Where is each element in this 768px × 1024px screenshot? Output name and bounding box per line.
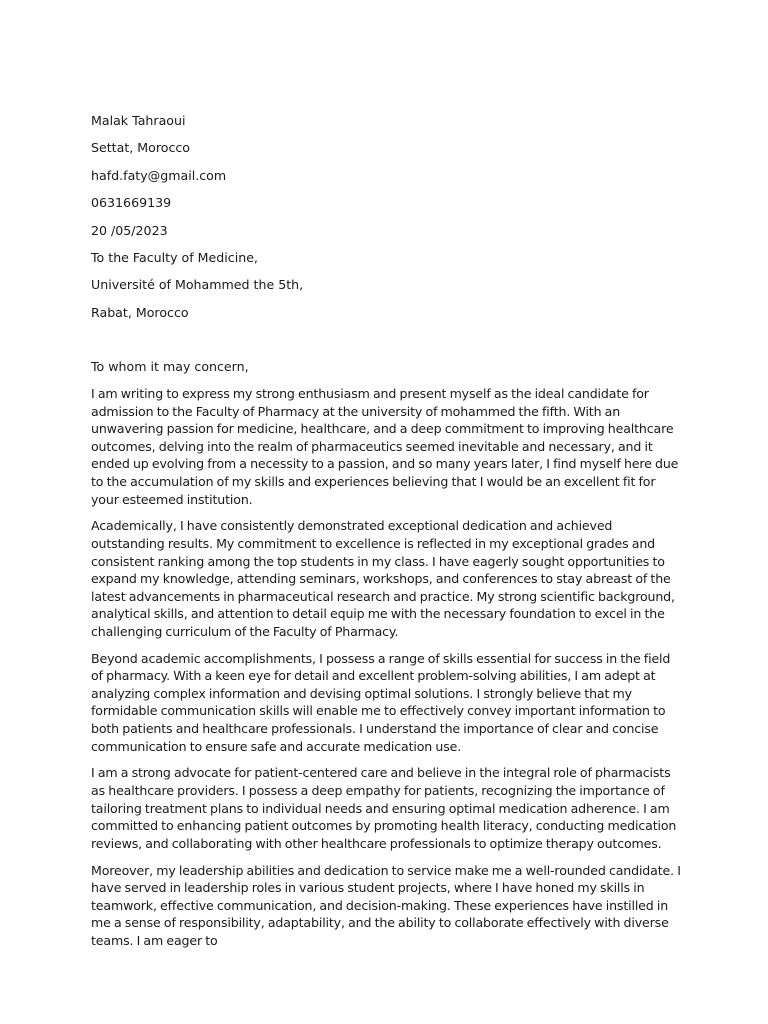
recipient-line-3: Rabat, Morocco [91, 304, 189, 320]
recipient-line-2: Université of Mohammed the 5th, [91, 277, 304, 293]
letter-date: 20 /05/2023 [91, 222, 168, 238]
paragraph-intro: I am writing to express my strong enthusiasm and present myself as the ideal candidate for admission to the Faculty of Pharmacy at the university of mohammed the fifth. With an unwavering passion for medicine, healthcare, and a deep commitment to improving healthcare outcomes, delving into the realm of pharmaceutics seemed inevitable and necessary, and it ended up evolving from a necessity to a passion, and so many years later, I find myself here due to the accumulation of my skills and experiences believing that I would be an excellent fit for your esteemed institution. [91, 386, 679, 507]
letter-body [91, 358, 681, 959]
sender-phone: 0631669139 [91, 195, 172, 211]
sender-name: Malak Tahraoui [91, 113, 186, 128]
recipient-line-1: To the Faculty of Medicine, [91, 249, 258, 265]
paragraph-leadership: Moreover, my leadership abilities and dedication to service make me a well-rounded candidate. I have served in leadership roles in various student projects, where I have honed my skills in teamwork, effective communication, and decision-making. These experiences have instilled in me a sense of responsibility, adaptability, and the ability to collaborate effectively with diverse teams. I am eager to [91, 862, 681, 948]
sender-block [91, 112, 691, 331]
paragraph-skills: Beyond academic accomplishments, I possess a range of skills essential for success in the field of pharmacy. With a keen eye for detail and excellent problem-solving abilities, I am adept at analyzing complex information and devising optimal solutions. I strongly believe that my formidable communication skills will enable me to effectively convey important information to both patients and healthcare professionals. I understand the importance of clear and concise communication to ensure safe and accurate medication use. [91, 650, 671, 754]
paragraph-patient-care: I am a strong advocate for patient-centered care and believe in the integral role of pharmacists as healthcare providers. I possess a deep empathy for patients, recognizing the importance of tailoring treatment plans to individual needs and ensuring optimal medication adherence. I am committed to enhancing patient outcomes by promoting health literacy, conducting medication reviews, and collaborating with other healthcare professionals to optimize therapy outcomes. [91, 765, 677, 851]
sender-city: Settat, Morocco [91, 140, 191, 156]
sender-email: hafd.faty@gmail.com [91, 167, 227, 183]
salutation: To whom it may concern, [91, 359, 249, 374]
paragraph-academics: Academically, I have consistently demonstrated exceptional dedication and achieved outstanding results. My commitment to excellence is reflected in my exceptional grades and consistent ranking among the top students in my class. I have eagerly sought opportunities to expand my knowledge, attending seminars, workshops, and conferences to stay abreast of the latest advancements in pharmaceutical research and practice. My strong scientific background, analytical skills, and attention to detail equip me with the necessary foundation to excel in the challenging curriculum of the Faculty of Pharmacy. [91, 518, 675, 639]
